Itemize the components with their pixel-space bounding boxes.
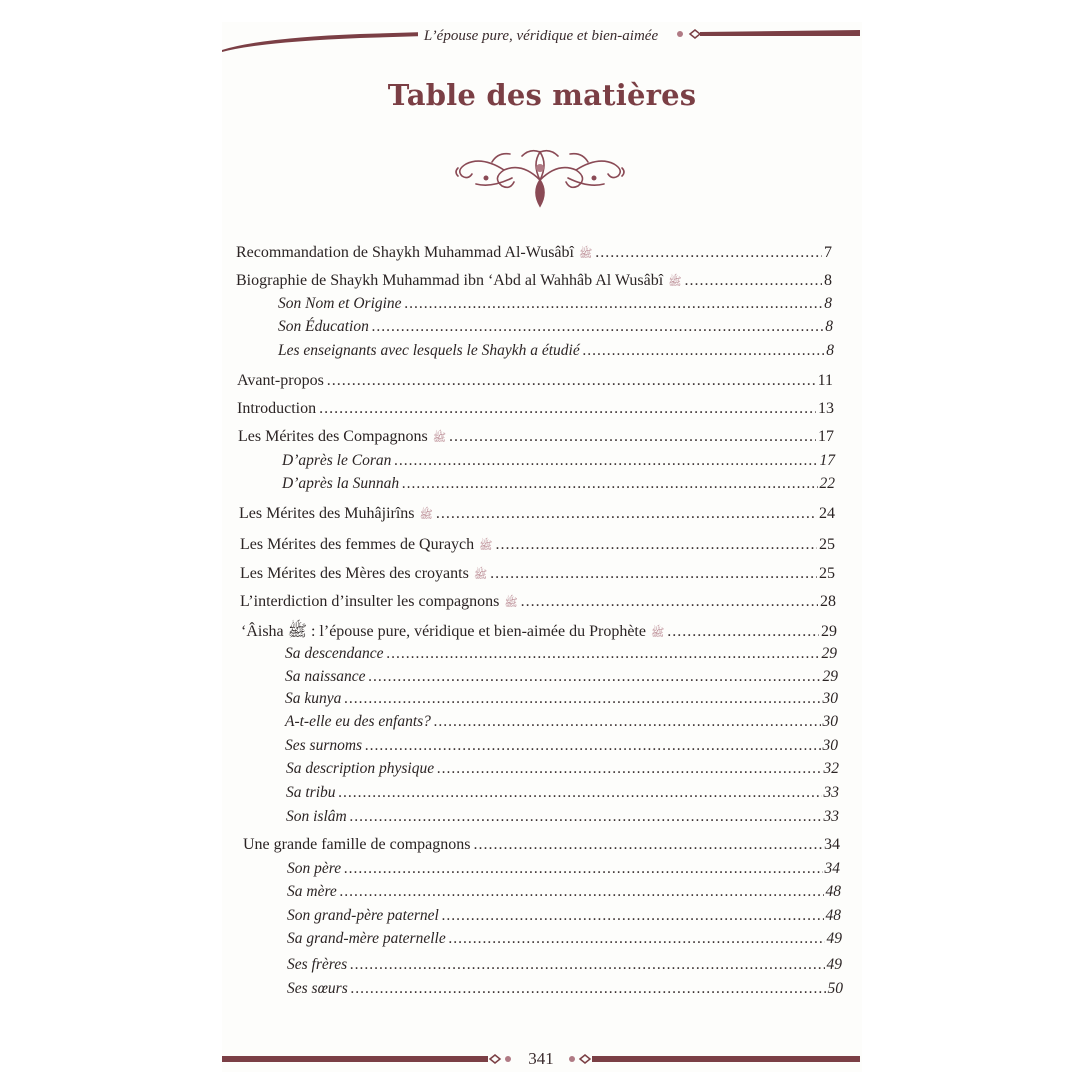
toc-entry-label: Introduction [237, 400, 317, 417]
dot-leader [344, 690, 820, 708]
toc-subentry[interactable] [282, 452, 835, 474]
dot-leader [436, 505, 817, 523]
honorific-glyph: ﷺ [650, 627, 665, 639]
toc-entry-page: 8 [825, 318, 833, 335]
toc-entry-label: Recommandation de Shaykh Muhammad Al-Wusâbî [236, 244, 574, 261]
toc-entry-label: Son Nom et Origine [278, 295, 402, 312]
dot-leader [350, 956, 824, 974]
toc-subentry[interactable] [285, 737, 838, 759]
toc-entry-page: 34 [824, 860, 840, 877]
toc-subentry[interactable] [282, 475, 835, 497]
honorific-glyph: ﷺ [473, 569, 488, 581]
toc-entry-label: D’après la Sunnah [282, 475, 400, 492]
toc-entry-label: D’après le Coran [282, 452, 392, 469]
dot-leader [449, 930, 825, 948]
toc-entry-page: 50 [827, 980, 843, 997]
toc-entry-page: 11 [817, 372, 833, 389]
toc-entry-page: 30 [822, 713, 838, 730]
dot-leader [434, 713, 821, 731]
dot-leader [667, 623, 819, 641]
toc-subentry[interactable] [285, 645, 837, 667]
toc-subentry[interactable] [287, 907, 841, 929]
dot-leader [405, 295, 823, 313]
toc-entry-label: Les Mérites des Muhâjirîns [239, 505, 415, 522]
toc-entry-page: 13 [818, 400, 834, 417]
toc-entry-label: Ses surnoms [285, 737, 363, 754]
toc-subentry[interactable] [285, 668, 838, 690]
honorific-glyph: ﷺ [432, 432, 447, 444]
page-title: Table des matières [387, 78, 697, 112]
toc-entry-label: ‘Âisha ﷺ : l’épouse pure, véridique et bien-aimée du Prophète [241, 623, 646, 640]
toc-entry-page: 30 [822, 737, 838, 754]
toc-entry[interactable] [236, 272, 832, 294]
toc-subentry[interactable] [287, 930, 842, 952]
honorific-glyph: ﷺ [668, 276, 682, 288]
toc-subentry[interactable] [286, 760, 839, 782]
dot-leader [583, 342, 825, 360]
toc-entry-page: 32 [823, 760, 839, 777]
dot-leader [473, 836, 822, 854]
toc-entry-page: 29 [821, 645, 837, 662]
toc-subentry[interactable] [278, 295, 832, 317]
toc-subentry[interactable] [285, 690, 838, 712]
dot-leader [344, 860, 822, 878]
dot-leader [495, 536, 817, 554]
page-number: 341 [528, 1049, 554, 1068]
toc-entry-label: Son Éducation [278, 318, 369, 335]
dot-leader [595, 244, 822, 262]
toc-entry[interactable] [240, 536, 835, 558]
toc-entry-label: Les Mérites des femmes de Quraych [240, 536, 475, 553]
dot-leader [394, 452, 817, 470]
dot-leader [340, 883, 824, 901]
toc-subentry[interactable] [287, 860, 840, 882]
toc-subentry[interactable] [287, 980, 843, 1002]
toc-entry-page: 34 [824, 836, 840, 853]
toc-entry-page: 48 [825, 907, 841, 924]
toc-subentry[interactable] [286, 808, 839, 830]
toc-entry-label: Sa kunya [285, 690, 342, 707]
dot-leader [319, 400, 816, 418]
running-title: L’épouse pure, véridique et bien-aimée [418, 28, 664, 44]
dot-leader [490, 565, 817, 583]
dot-leader [369, 668, 821, 686]
toc-entry-page: 7 [824, 244, 832, 261]
toc-entry-page: 49 [826, 930, 842, 947]
toc-entry-page: 49 [826, 956, 842, 973]
toc-entry-label: Ses frères [287, 956, 348, 973]
dot-leader [327, 372, 816, 390]
toc-entry-label: Son islâm [286, 808, 347, 825]
toc-subentry[interactable] [285, 713, 838, 735]
toc-entry-label: Son grand-père paternel [287, 907, 439, 924]
dot-leader [437, 760, 821, 778]
toc-subentry[interactable] [278, 318, 833, 340]
dot-leader [351, 980, 826, 998]
toc-subentry[interactable] [287, 883, 841, 905]
toc-entry-label: Une grande famille de compagnons [243, 836, 471, 853]
toc-entry[interactable] [238, 428, 834, 450]
dot-leader [372, 318, 823, 336]
toc-entry[interactable] [243, 836, 840, 858]
toc-entry[interactable] [237, 372, 833, 394]
toc-entry-label: Son père [287, 860, 342, 877]
toc-entry-label: A-t-elle eu des enfants? [285, 713, 431, 730]
running-footer [220, 1046, 862, 1076]
toc-entry-label: Avant-propos [237, 372, 324, 389]
toc-entry-page: 29 [822, 668, 838, 685]
toc-entry-label: Les Mérites des Compagnons [238, 428, 428, 445]
dot-leader [402, 475, 817, 493]
toc-subentry[interactable] [286, 784, 839, 806]
toc-entry-label: Sa grand-mère paternelle [287, 930, 446, 947]
toc-entry-page: 8 [826, 342, 834, 359]
toc-entry-page: 28 [820, 593, 836, 610]
toc-entry-page: 33 [823, 784, 839, 801]
dot-leader [350, 808, 822, 826]
toc-entry-page: 25 [819, 536, 835, 553]
dot-leader [365, 737, 820, 755]
honorific-glyph: ﷺ [578, 248, 593, 260]
toc-entry-page: 17 [818, 428, 834, 445]
honorific-glyph: ﷺ [479, 540, 493, 552]
toc-entry-label: Sa tribu [286, 784, 336, 801]
toc-entry-page: 8 [824, 295, 832, 312]
toc-entry[interactable] [241, 621, 837, 643]
toc-entry-page: 29 [821, 623, 837, 640]
toc-entry-label: Les enseignants avec lesquels le Shaykh a étudié [278, 342, 580, 359]
toc-subentry[interactable] [278, 342, 834, 364]
toc-entry-label: Sa mère [287, 883, 337, 900]
toc-entry-label: Sa naissance [285, 668, 366, 685]
toc-entry-page: 48 [825, 883, 841, 900]
toc-subentry[interactable] [287, 956, 842, 978]
toc-entry[interactable] [237, 400, 834, 422]
dot-leader [442, 907, 824, 925]
dot-leader [449, 428, 816, 446]
toc-entry[interactable] [236, 244, 832, 266]
toc-entry-label: Biographie de Shaykh Muhammad ibn ‘Abd al Wahhâb Al Wusâbî [236, 272, 664, 289]
toc-entry-page: 33 [823, 808, 839, 825]
toc-entry-page: 24 [819, 505, 835, 522]
toc-entry-page: 17 [819, 452, 835, 469]
toc-entry-label: Ses sœurs [287, 980, 348, 997]
dot-leader [684, 272, 822, 290]
toc-entry-page: 25 [819, 565, 835, 582]
honorific-glyph: ﷺ [504, 597, 518, 609]
dot-leader [339, 784, 822, 802]
toc-entry[interactable] [239, 505, 835, 527]
dot-leader [521, 593, 818, 611]
toc-entry[interactable] [240, 565, 835, 587]
toc-entry-page: 8 [824, 272, 832, 289]
toc-entry[interactable] [240, 593, 836, 615]
dot-leader [387, 645, 820, 663]
toc-entry-label: L’interdiction d’insulter les compagnons [240, 593, 500, 610]
toc-entry-label: Les Mérites des Mères des croyants [240, 565, 469, 582]
honorific-glyph: ﷺ [419, 509, 433, 521]
toc-entry-label: Sa descendance [285, 645, 384, 662]
toc-entry-page: 22 [819, 475, 835, 492]
toc-entry-page: 30 [822, 690, 838, 707]
toc-entry-label: Sa description physique [286, 760, 435, 777]
